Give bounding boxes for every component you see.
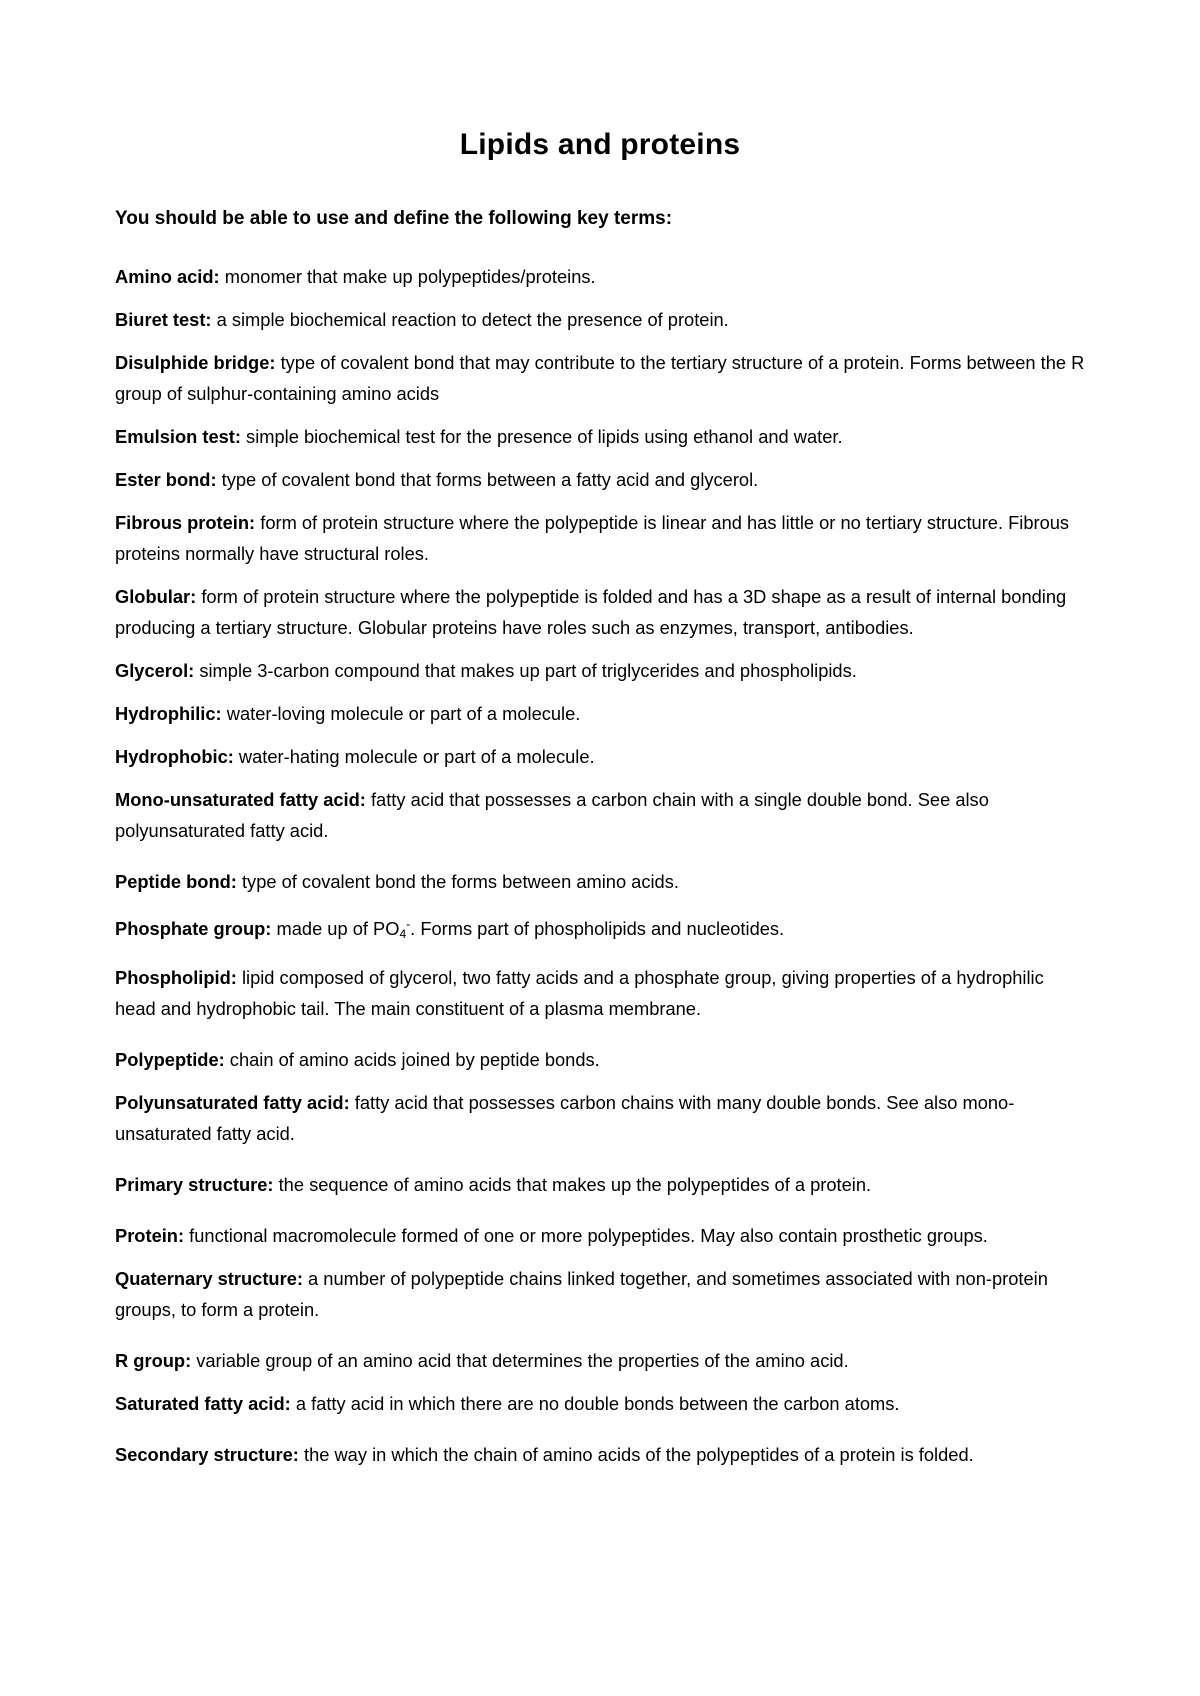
glossary-term: Disulphide bridge: [115, 352, 276, 373]
glossary-entry-primary-structure [115, 1169, 1085, 1200]
glossary-definition: water-loving molecule or part of a molecule. [226, 703, 581, 724]
glossary-entry-protein [115, 1220, 1085, 1251]
glossary-entry-peptide-bond [115, 866, 1085, 897]
glossary-term: Saturated fatty acid: [115, 1393, 291, 1414]
glossary-term: Mono-unsaturated fatty acid: [115, 789, 366, 810]
glossary-term: Peptide bond: [115, 871, 237, 892]
glossary-entry-saturated-fatty-acid [115, 1388, 1085, 1419]
glossary-entry-amino-acid [115, 261, 1085, 292]
glossary-definition: monomer that make up polypeptides/proteins. [224, 266, 596, 287]
glossary-entry-secondary-structure [115, 1439, 1085, 1470]
glossary-term: Ester bond: [115, 469, 217, 490]
glossary-term: Glycerol: [115, 660, 195, 681]
glossary-term: Polyunsaturated fatty acid: [115, 1092, 350, 1113]
glossary-entry-globular [115, 581, 1085, 643]
glossary-definition: type of covalent bond that may contribute to the tertiary structure of a protein. Forms between the R group of sulphur-containing amino acids [115, 352, 1085, 404]
glossary-term: Phospholipid: [115, 967, 237, 988]
subscript-four: 4 [399, 927, 407, 941]
glossary-definition: lipid composed of glycerol, two fatty acids and a phosphate group, giving properties of a hydrophilic head and hydrophobic tail. The main constituent of a plasma membrane. [115, 967, 1044, 1019]
glossary-definition: fatty acid that possesses carbon chains with many double bonds. See also mono-unsaturated fatty acid. [115, 1092, 1015, 1144]
glossary-definition: type of covalent bond that forms between a fatty acid and glycerol. [221, 469, 759, 490]
glossary-term: Emulsion test: [115, 426, 241, 447]
glossary-definition: variable group of an amino acid that determines the properties of the amino acid. [196, 1350, 849, 1371]
glossary-entry-disulphide-bridge [115, 347, 1085, 409]
glossary-definition: simple 3-carbon compound that makes up part of triglycerides and phospholipids. [199, 660, 857, 681]
glossary-term: Globular: [115, 586, 197, 607]
glossary-entry-fibrous-protein [115, 507, 1085, 569]
glossary-term: Primary structure: [115, 1174, 274, 1195]
glossary-term: Hydrophobic: [115, 746, 234, 767]
glossary-term: R group: [115, 1350, 192, 1371]
glossary-definition: simple biochemical test for the presence of lipids using ethanol and water. [246, 426, 843, 447]
glossary-definition: type of covalent bond the forms between amino acids. [241, 871, 679, 892]
glossary-entry-quaternary-structure [115, 1263, 1085, 1325]
glossary-entry-phospholipid [115, 962, 1085, 1024]
glossary-definition: a simple biochemical reaction to detect the presence of protein. [216, 309, 729, 330]
glossary-entry-glycerol [115, 655, 1085, 686]
glossary-definition: a fatty acid in which there are no double bonds between the carbon atoms. [295, 1393, 900, 1414]
glossary-term: Biuret test: [115, 309, 212, 330]
glossary-entry-hydrophobic [115, 741, 1085, 772]
glossary-definition: the way in which the chain of amino acids of the polypeptides of a protein is folded. [303, 1444, 974, 1465]
page-title: Lipids and proteins [459, 128, 741, 161]
glossary-entry-mono-unsaturated-fatty-acid [115, 784, 1085, 846]
glossary-term: Fibrous protein: [115, 512, 256, 533]
glossary-term: Phosphate group: [115, 918, 272, 939]
glossary-definition-end: . Forms part of phospholipids and nucleotides. [410, 918, 785, 939]
glossary-term: Amino acid: [115, 266, 220, 287]
glossary-definition-start: made up of PO [276, 918, 400, 939]
glossary-term: Quaternary structure: [115, 1268, 303, 1289]
glossary-entry-biuret-test [115, 304, 1085, 335]
glossary-definition: functional macromolecule formed of one or more polypeptides. May also contain prosthetic groups. [189, 1225, 988, 1246]
glossary-entry-hydrophilic [115, 698, 1085, 729]
glossary-definition: chain of amino acids joined by peptide bonds. [229, 1049, 600, 1070]
intro-text: You should be able to use and define the following key terms: [115, 208, 673, 229]
glossary-entry-polyunsaturated-fatty-acid [115, 1087, 1085, 1149]
glossary-term: Polypeptide: [115, 1049, 225, 1070]
glossary-definition: the sequence of amino acids that makes up the polypeptides of a protein. [278, 1174, 872, 1195]
glossary-definition: water-hating molecule or part of a molecule. [238, 746, 595, 767]
glossary-definition: form of protein structure where the polypeptide is linear and has little or no tertiary structure. Fibrous proteins normally have structural roles. [115, 512, 1070, 564]
glossary-entry-r-group [115, 1345, 1085, 1376]
glossary-entry-polypeptide [115, 1044, 1085, 1075]
glossary-term: Secondary structure: [115, 1444, 299, 1465]
glossary-term: Hydrophilic: [115, 703, 222, 724]
glossary-definition: form of protein structure where the polypeptide is folded and has a 3D shape as a result of internal bonding producing a tertiary structure. Globular proteins have roles such as enzymes, transport, antibodies. [115, 586, 1067, 638]
superscript-minus: - [406, 917, 411, 931]
glossary-definition: fatty acid that possesses a carbon chain with a single double bond. See also polyunsaturated fatty acid. [115, 789, 989, 841]
glossary-term: Protein: [115, 1225, 185, 1246]
glossary-entry-ester-bond [115, 464, 1085, 495]
glossary-list [115, 261, 1085, 1482]
glossary-definition: a number of polypeptide chains linked together, and sometimes associated with non-protein groups, to form a protein. [115, 1268, 1048, 1320]
glossary-entry-phosphate-group [115, 909, 1085, 950]
glossary-entry-emulsion-test [115, 421, 1085, 452]
